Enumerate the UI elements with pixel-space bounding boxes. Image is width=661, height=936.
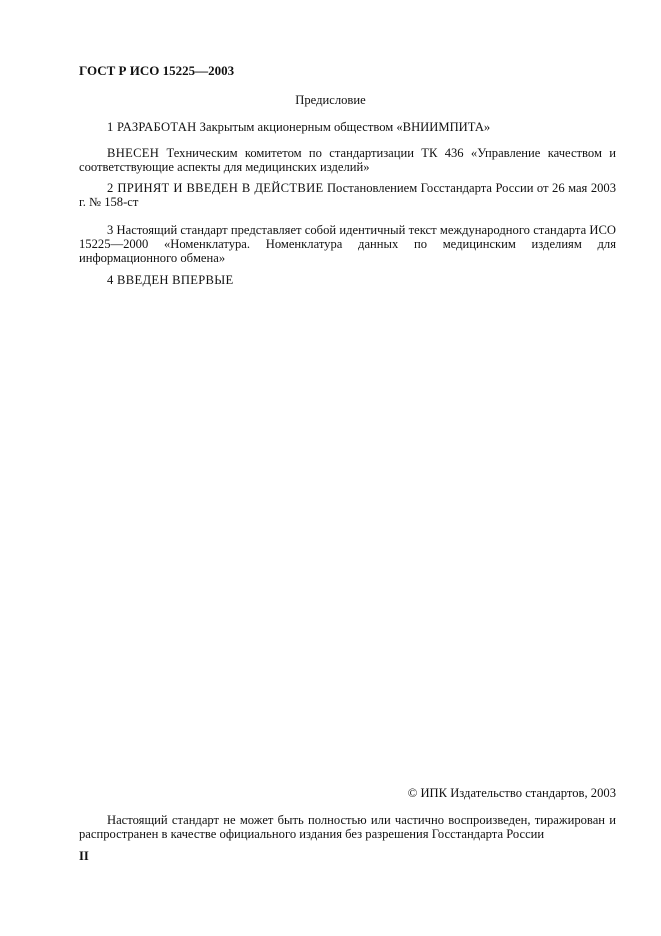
reproduction-notice: Настоящий стандарт не может быть полностью или частично воспроизведен, тиражирован и распространен в качестве официального издания без разрешения Госстандарта России	[79, 813, 616, 841]
paragraph-submitted	[79, 146, 616, 174]
copyright: © ИПК Издательство стандартов, 2003	[407, 786, 616, 800]
paragraph-label: 4 ВВЕДЕН ВПЕРВЫЕ	[107, 273, 234, 287]
page-number: II	[79, 849, 89, 863]
paragraph-label: 2 ПРИНЯТ И ВВЕДЕН В ДЕЙСТВИЕ	[107, 181, 324, 195]
paragraph-identical	[79, 223, 616, 265]
paragraph-label: 1 РАЗРАБОТАН	[107, 120, 197, 134]
paragraph-text: Техническим комитетом по стандартизации ТК 436 «Управление качеством и соответствующие аспекты для медицинских изделий»	[79, 146, 616, 174]
paragraph-text: Закрытым акционерным обществом «ВНИИМПИТА»	[196, 120, 491, 134]
paragraph-label: ВНЕСЕН	[107, 146, 160, 160]
paragraph-first-introduced	[79, 273, 616, 287]
paragraph-adopted	[79, 181, 616, 209]
section-title: Предисловие	[295, 93, 366, 107]
paragraph-developed	[79, 120, 616, 134]
document-header: ГОСТ Р ИСО 15225—2003	[79, 63, 235, 78]
paragraph-text: Постановлением Госстандарта России от 26 мая 2003 г. № 158-ст	[79, 181, 617, 209]
paragraph-text: 3 Настоящий стандарт представляет собой идентичный текст международного стандарта ИСО 15225—2000 «Номенклатура. Номенклатура данных по медицинским изделиям для информационного обмена»	[79, 223, 616, 265]
